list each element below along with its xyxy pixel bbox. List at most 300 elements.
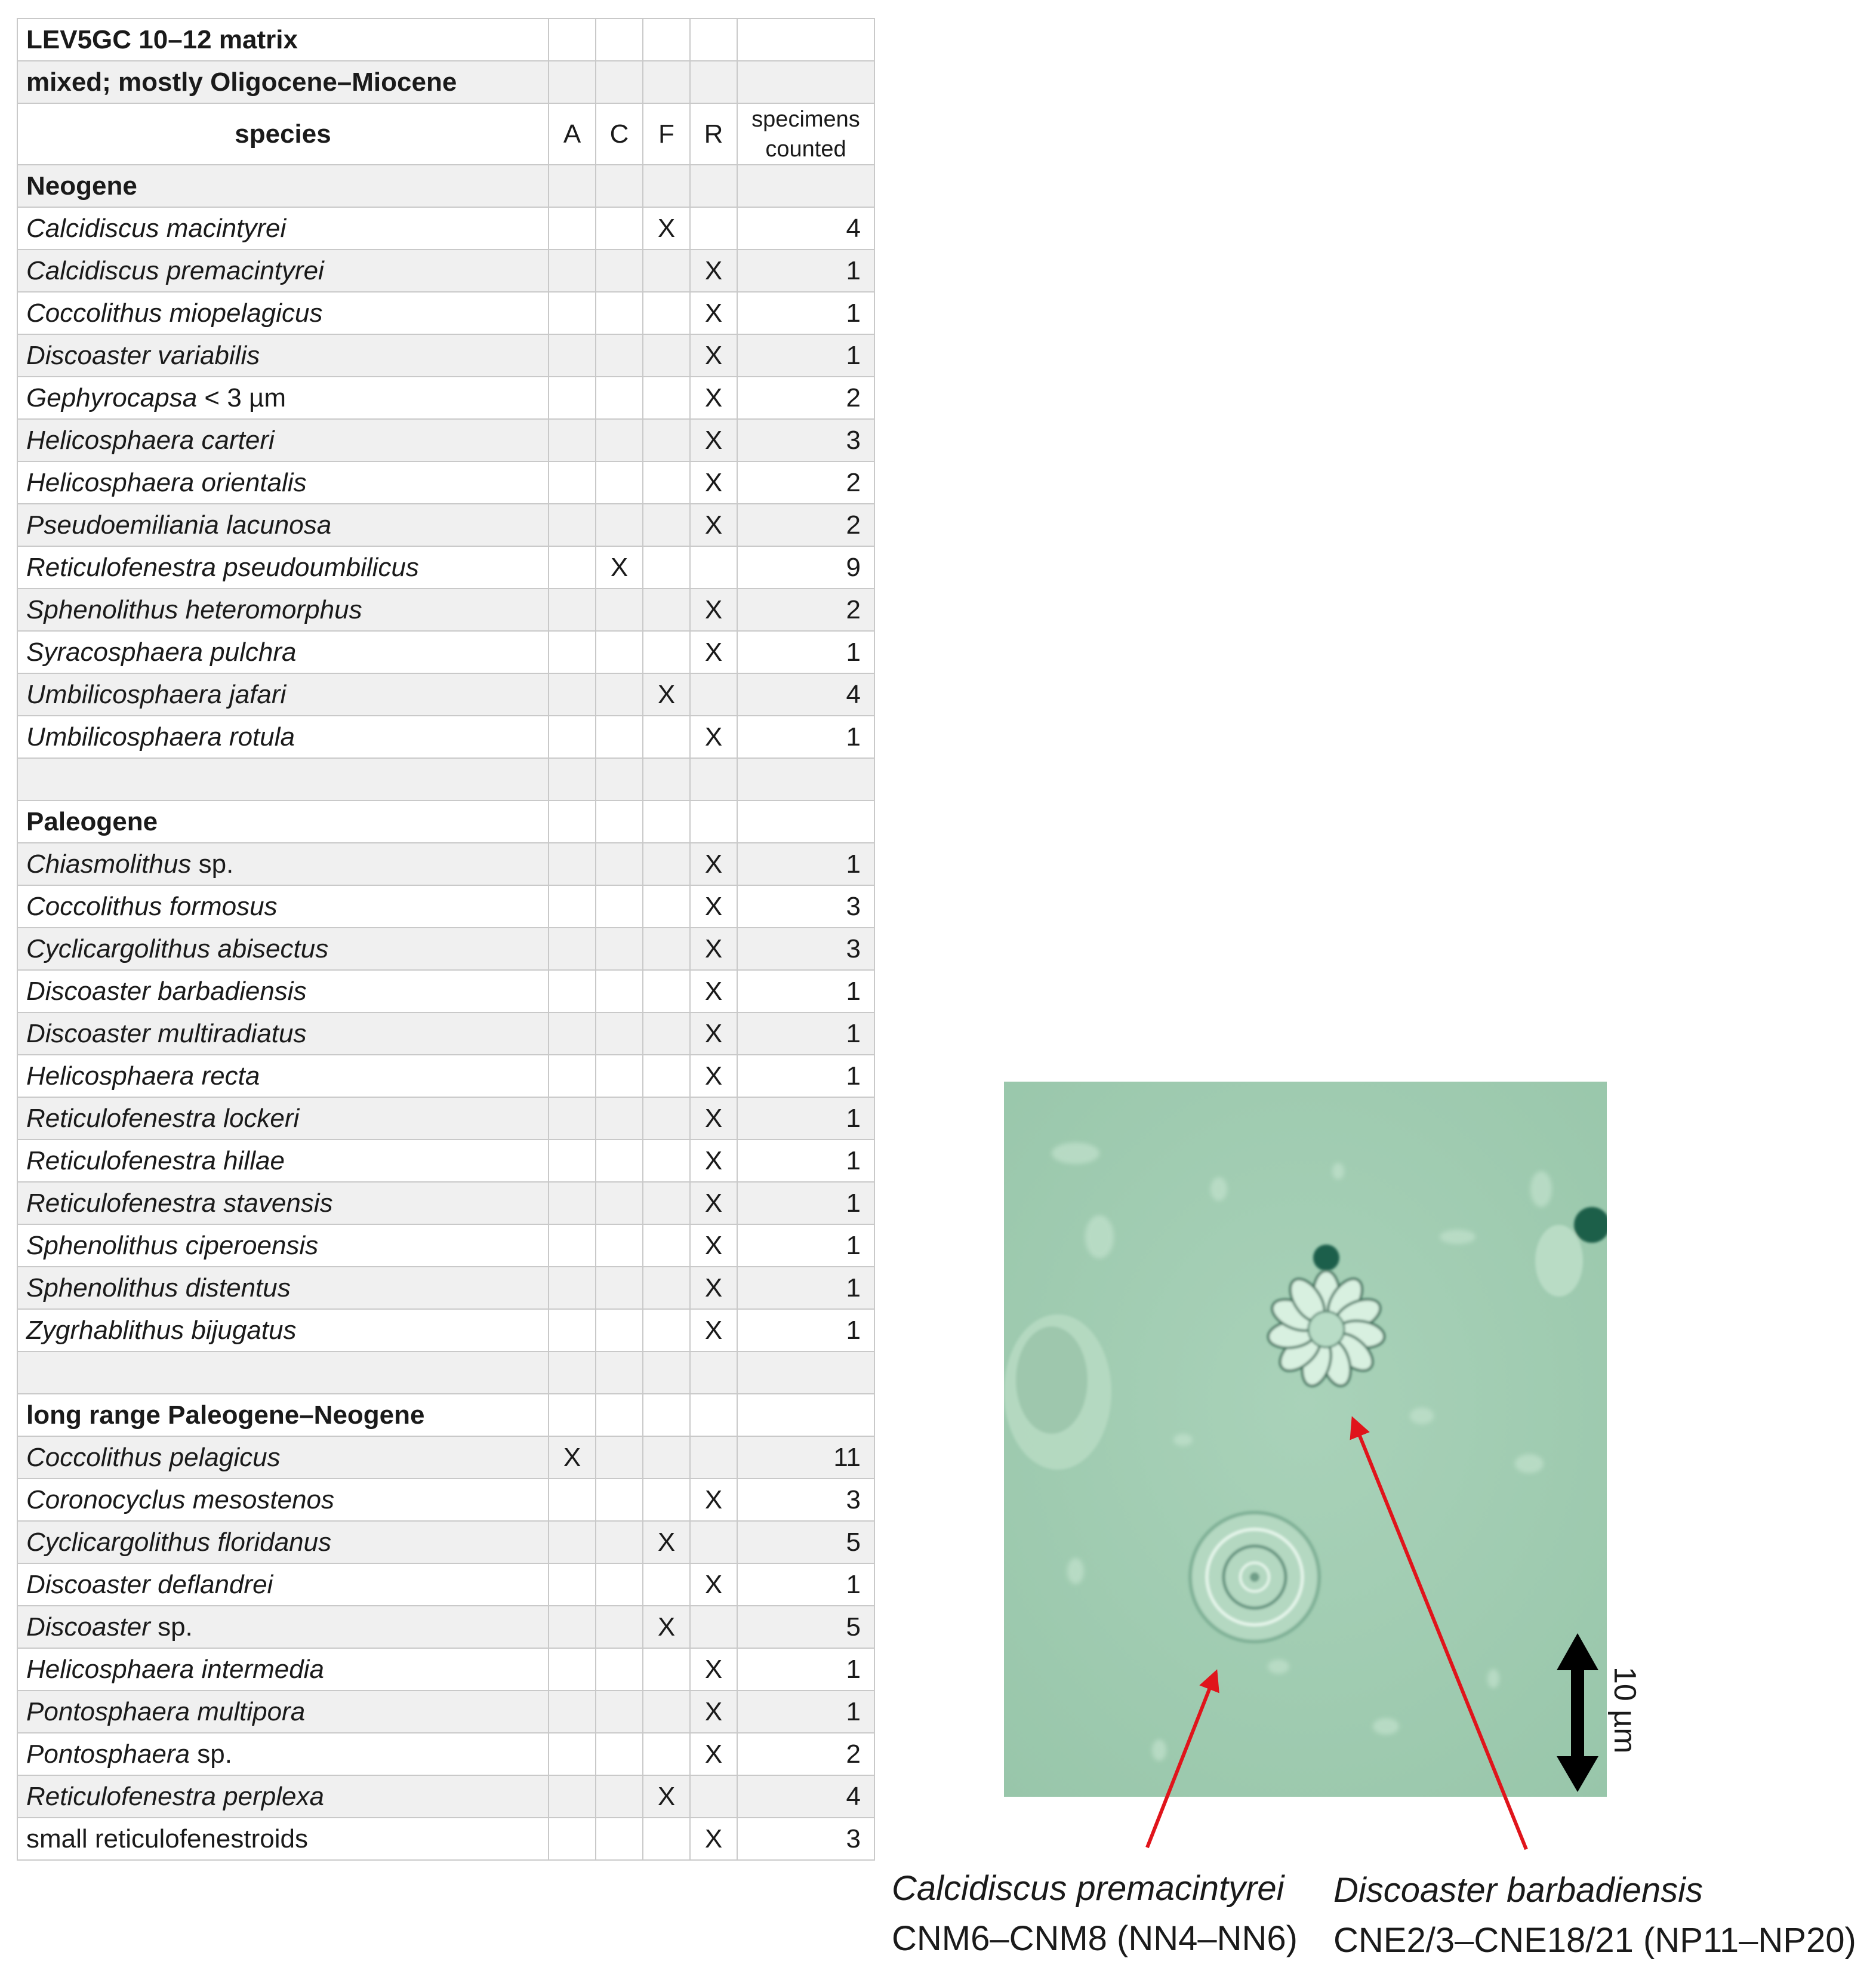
flag-common bbox=[596, 885, 643, 928]
count-cell bbox=[737, 61, 874, 103]
flag-rare: X bbox=[690, 1691, 737, 1733]
specimen-count: 1 bbox=[737, 1563, 874, 1606]
flag-rare: X bbox=[690, 1479, 737, 1521]
species-cell bbox=[17, 1182, 549, 1224]
flag-rare: X bbox=[690, 461, 737, 504]
flag-rare bbox=[690, 673, 737, 716]
species-genus: Discoaster barbadiensis bbox=[26, 976, 307, 1006]
species-genus: Discoaster bbox=[26, 1612, 150, 1642]
flag-few: X bbox=[643, 1606, 690, 1648]
flag-abundant bbox=[549, 1691, 596, 1733]
table-row bbox=[17, 843, 874, 885]
specimen-count: 4 bbox=[737, 673, 874, 716]
section-header-row bbox=[17, 1394, 874, 1436]
specimen-count: 1 bbox=[737, 1691, 874, 1733]
flag-rare: X bbox=[690, 716, 737, 758]
flag-abundant bbox=[549, 631, 596, 673]
species-genus: Calcidiscus macintyrei bbox=[26, 213, 287, 243]
species-genus: Chiasmolithus bbox=[26, 849, 192, 879]
flag-few: X bbox=[643, 673, 690, 716]
flag-abundant bbox=[549, 377, 596, 419]
flag-cell bbox=[643, 1394, 690, 1436]
flag-abundant bbox=[549, 1775, 596, 1818]
table-row bbox=[17, 1436, 874, 1479]
specimen-count: 3 bbox=[737, 1479, 874, 1521]
flag-rare: X bbox=[690, 1097, 737, 1140]
flag-common bbox=[596, 1055, 643, 1097]
flag-cell bbox=[643, 800, 690, 843]
flag-few bbox=[643, 419, 690, 461]
flag-cell bbox=[549, 165, 596, 207]
flag-few bbox=[643, 1733, 690, 1775]
caption-calcidiscus bbox=[892, 1864, 1298, 1964]
flag-cell bbox=[549, 61, 596, 103]
count-cell bbox=[737, 758, 874, 800]
flag-few bbox=[643, 1563, 690, 1606]
table-row bbox=[17, 504, 874, 546]
table-row bbox=[17, 1309, 874, 1351]
flag-common bbox=[596, 843, 643, 885]
flag-abundant bbox=[549, 1818, 596, 1860]
flag-cell bbox=[596, 61, 643, 103]
flag-abundant bbox=[549, 1563, 596, 1606]
flag-few bbox=[643, 1267, 690, 1309]
flag-few bbox=[643, 334, 690, 377]
flag-common bbox=[596, 207, 643, 250]
species-genus: Sphenolithus ciperoensis bbox=[26, 1230, 319, 1260]
flag-abundant bbox=[549, 1140, 596, 1182]
count-cell bbox=[737, 1351, 874, 1394]
flag-common bbox=[596, 1140, 643, 1182]
debris-fragment-left bbox=[1004, 1314, 1111, 1470]
species-genus: Zygrhablithus bijugatus bbox=[26, 1315, 297, 1345]
species-genus: Calcidiscus premacintyrei bbox=[26, 255, 324, 285]
species-genus: Gephyrocapsa bbox=[26, 383, 198, 412]
flag-common bbox=[596, 1309, 643, 1351]
flag-common bbox=[596, 1012, 643, 1055]
flag-cell bbox=[643, 61, 690, 103]
flag-common bbox=[596, 1097, 643, 1140]
flag-abundant bbox=[549, 716, 596, 758]
flag-rare: X bbox=[690, 334, 737, 377]
species-qualifier: small reticulofenestroids bbox=[26, 1824, 308, 1853]
caption-discoaster bbox=[1333, 1865, 1856, 1966]
section-header-row bbox=[17, 165, 874, 207]
species-cell bbox=[17, 1436, 549, 1479]
flag-cell bbox=[596, 1351, 643, 1394]
table-row bbox=[17, 1606, 874, 1648]
flag-common bbox=[596, 504, 643, 546]
specimen-count: 2 bbox=[737, 1733, 874, 1775]
flag-few bbox=[643, 589, 690, 631]
flag-few bbox=[643, 1436, 690, 1479]
flag-few bbox=[643, 377, 690, 419]
flag-rare: X bbox=[690, 292, 737, 334]
flag-cell bbox=[690, 1351, 737, 1394]
species-cell bbox=[17, 1648, 549, 1691]
flag-rare: X bbox=[690, 1012, 737, 1055]
flag-common bbox=[596, 250, 643, 292]
flag-common bbox=[596, 1606, 643, 1648]
species-genus: Reticulofenestra pseudoumbilicus bbox=[26, 552, 419, 582]
species-genus: Cyclicargolithus abisectus bbox=[26, 934, 329, 963]
flag-abundant bbox=[549, 1012, 596, 1055]
specimen-count: 1 bbox=[737, 1182, 874, 1224]
specimen-count: 11 bbox=[737, 1436, 874, 1479]
table-row bbox=[17, 250, 874, 292]
flag-few bbox=[643, 250, 690, 292]
flag-common bbox=[596, 1691, 643, 1733]
flag-rare: X bbox=[690, 377, 737, 419]
specimen-count: 1 bbox=[737, 1097, 874, 1140]
flag-cell bbox=[690, 1394, 737, 1436]
abundance-matrix bbox=[17, 18, 875, 1861]
flag-few bbox=[643, 1140, 690, 1182]
flag-abundant bbox=[549, 589, 596, 631]
species-genus: Reticulofenestra hillae bbox=[26, 1146, 285, 1175]
flag-common bbox=[596, 928, 643, 970]
species-genus: Coccolithus miopelagicus bbox=[26, 298, 323, 328]
species-cell bbox=[17, 461, 549, 504]
spacer-cell bbox=[17, 1351, 549, 1394]
calcidiscus-specimen bbox=[1190, 1513, 1319, 1642]
table-row bbox=[17, 1479, 874, 1521]
flag-abundant bbox=[549, 970, 596, 1012]
table-row bbox=[17, 292, 874, 334]
specimen-count: 2 bbox=[737, 589, 874, 631]
flag-few bbox=[643, 1309, 690, 1351]
species-cell bbox=[17, 589, 549, 631]
table-row bbox=[17, 589, 874, 631]
species-cell bbox=[17, 250, 549, 292]
flag-rare: X bbox=[690, 1140, 737, 1182]
flag-few bbox=[643, 1818, 690, 1860]
caption-zone: CNE2/3–CNE18/21 (NP11–NP20) bbox=[1333, 1921, 1856, 1960]
flag-cell bbox=[549, 1394, 596, 1436]
flag-abundant bbox=[549, 885, 596, 928]
flag-few bbox=[643, 1055, 690, 1097]
flag-cell bbox=[596, 800, 643, 843]
table-row bbox=[17, 885, 874, 928]
species-cell bbox=[17, 928, 549, 970]
flag-common bbox=[596, 1818, 643, 1860]
table-row bbox=[17, 1055, 874, 1097]
species-genus: Reticulofenestra lockeri bbox=[26, 1103, 300, 1133]
flag-cell bbox=[643, 165, 690, 207]
flag-cell bbox=[643, 19, 690, 61]
table-title: LEV5GC 10–12 matrix bbox=[17, 19, 549, 61]
specimen-count: 1 bbox=[737, 631, 874, 673]
specimen-count: 1 bbox=[737, 292, 874, 334]
specimen-count: 2 bbox=[737, 377, 874, 419]
header-common: C bbox=[596, 103, 643, 165]
flag-common bbox=[596, 673, 643, 716]
table-row bbox=[17, 1775, 874, 1818]
specimen-count: 1 bbox=[737, 970, 874, 1012]
flag-few bbox=[643, 970, 690, 1012]
flag-rare: X bbox=[690, 928, 737, 970]
flag-abundant: X bbox=[549, 1436, 596, 1479]
flag-abundant bbox=[549, 1182, 596, 1224]
flag-cell bbox=[549, 19, 596, 61]
species-genus: Pontosphaera bbox=[26, 1739, 190, 1769]
species-genus: Syracosphaera pulchra bbox=[26, 637, 297, 667]
flag-common bbox=[596, 1182, 643, 1224]
table-row bbox=[17, 1012, 874, 1055]
flag-rare: X bbox=[690, 1055, 737, 1097]
species-cell bbox=[17, 1267, 549, 1309]
flag-rare: X bbox=[690, 1309, 737, 1351]
flag-rare bbox=[690, 546, 737, 589]
specimen-count: 1 bbox=[737, 1648, 874, 1691]
flag-rare: X bbox=[690, 1733, 737, 1775]
species-cell bbox=[17, 504, 549, 546]
flag-few bbox=[643, 1182, 690, 1224]
species-genus: Reticulofenestra perplexa bbox=[26, 1781, 324, 1811]
header-row bbox=[17, 103, 874, 165]
species-genus: Cyclicargolithus floridanus bbox=[26, 1527, 332, 1557]
table-row bbox=[17, 207, 874, 250]
flag-abundant bbox=[549, 250, 596, 292]
count-cell bbox=[737, 19, 874, 61]
specimen-count: 1 bbox=[737, 716, 874, 758]
species-cell bbox=[17, 631, 549, 673]
flag-abundant bbox=[549, 1606, 596, 1648]
flag-abundant bbox=[549, 334, 596, 377]
flag-rare: X bbox=[690, 1648, 737, 1691]
species-cell bbox=[17, 1309, 549, 1351]
flag-common bbox=[596, 1479, 643, 1521]
flag-common bbox=[596, 1563, 643, 1606]
species-cell bbox=[17, 1224, 549, 1267]
specimen-count: 4 bbox=[737, 207, 874, 250]
flag-rare bbox=[690, 1436, 737, 1479]
flag-common: X bbox=[596, 546, 643, 589]
flag-rare: X bbox=[690, 631, 737, 673]
flag-rare: X bbox=[690, 589, 737, 631]
flag-few bbox=[643, 928, 690, 970]
spacer-cell bbox=[17, 758, 549, 800]
table-row bbox=[17, 1648, 874, 1691]
flag-abundant bbox=[549, 1097, 596, 1140]
species-cell bbox=[17, 1775, 549, 1818]
species-cell bbox=[17, 1479, 549, 1521]
flag-rare: X bbox=[690, 970, 737, 1012]
table-row bbox=[17, 673, 874, 716]
species-qualifier: sp. bbox=[190, 1739, 232, 1769]
table-row bbox=[17, 1267, 874, 1309]
species-cell bbox=[17, 1055, 549, 1097]
flag-abundant bbox=[549, 1309, 596, 1351]
flag-common bbox=[596, 1648, 643, 1691]
species-genus: Discoaster multiradiatus bbox=[26, 1018, 307, 1048]
flag-cell bbox=[549, 758, 596, 800]
flag-abundant bbox=[549, 673, 596, 716]
table-row bbox=[17, 1521, 874, 1563]
micrograph-svg bbox=[1004, 1082, 1607, 1797]
species-genus: Helicosphaera recta bbox=[26, 1061, 260, 1091]
table-row bbox=[17, 928, 874, 970]
scale-bar-text: 10 µm bbox=[1607, 1667, 1642, 1754]
species-cell bbox=[17, 1733, 549, 1775]
species-genus: Coronocyclus mesostenos bbox=[26, 1485, 335, 1514]
species-genus: Umbilicosphaera rotula bbox=[26, 722, 295, 752]
species-genus: Helicosphaera carteri bbox=[26, 425, 275, 455]
species-genus: Pseudoemiliania lacunosa bbox=[26, 510, 332, 540]
specimen-count: 1 bbox=[737, 250, 874, 292]
flag-rare: X bbox=[690, 843, 737, 885]
species-qualifier: sp. bbox=[150, 1612, 193, 1642]
table-row bbox=[17, 1182, 874, 1224]
table-row bbox=[17, 1097, 874, 1140]
species-qualifier: sp. bbox=[191, 849, 234, 879]
species-cell bbox=[17, 1140, 549, 1182]
flag-cell bbox=[690, 758, 737, 800]
species-cell bbox=[17, 292, 549, 334]
species-genus: Discoaster deflandrei bbox=[26, 1569, 273, 1599]
flag-abundant bbox=[549, 1648, 596, 1691]
table-row bbox=[17, 1733, 874, 1775]
table-row bbox=[17, 1140, 874, 1182]
species-table bbox=[17, 18, 875, 1861]
flag-rare: X bbox=[690, 1182, 737, 1224]
caption-species: Discoaster barbadiensis bbox=[1333, 1871, 1703, 1910]
species-genus: Coccolithus formosus bbox=[26, 891, 278, 921]
flag-cell bbox=[643, 1351, 690, 1394]
table-row bbox=[17, 970, 874, 1012]
flag-few bbox=[643, 1691, 690, 1733]
flag-common bbox=[596, 1775, 643, 1818]
table-row bbox=[17, 1691, 874, 1733]
flag-rare: X bbox=[690, 1563, 737, 1606]
species-genus: Umbilicosphaera jafari bbox=[26, 679, 287, 709]
flag-cell bbox=[596, 165, 643, 207]
species-genus: Helicosphaera orientalis bbox=[26, 467, 307, 497]
flag-abundant bbox=[549, 461, 596, 504]
spacer-row bbox=[17, 758, 874, 800]
section-header-row bbox=[17, 800, 874, 843]
species-genus: Sphenolithus heteromorphus bbox=[26, 595, 362, 624]
specimen-count: 1 bbox=[737, 1012, 874, 1055]
flag-abundant bbox=[549, 1055, 596, 1097]
flag-few bbox=[643, 631, 690, 673]
table-row bbox=[17, 1818, 874, 1860]
flag-rare: X bbox=[690, 885, 737, 928]
header-specimens-counted: specimens counted bbox=[737, 103, 874, 165]
specimen-count: 1 bbox=[737, 1055, 874, 1097]
flag-abundant bbox=[549, 928, 596, 970]
table-row bbox=[17, 334, 874, 377]
title-row bbox=[17, 19, 874, 61]
specimen-count: 3 bbox=[737, 419, 874, 461]
header-species: species bbox=[17, 103, 549, 165]
specimen-count: 1 bbox=[737, 1140, 874, 1182]
flag-common bbox=[596, 970, 643, 1012]
flag-few bbox=[643, 292, 690, 334]
flag-common bbox=[596, 377, 643, 419]
flag-common bbox=[596, 716, 643, 758]
species-genus: Helicosphaera intermedia bbox=[26, 1654, 324, 1684]
flag-abundant bbox=[549, 546, 596, 589]
species-cell bbox=[17, 546, 549, 589]
flag-abundant bbox=[549, 1224, 596, 1267]
species-genus: Pontosphaera multipora bbox=[26, 1696, 306, 1726]
flag-cell bbox=[643, 758, 690, 800]
flag-rare bbox=[690, 1606, 737, 1648]
flag-cell bbox=[690, 61, 737, 103]
species-genus: Sphenolithus distentus bbox=[26, 1273, 291, 1303]
flag-abundant bbox=[549, 419, 596, 461]
caption-species: Calcidiscus premacintyrei bbox=[892, 1869, 1284, 1908]
flag-few: X bbox=[643, 207, 690, 250]
flag-rare bbox=[690, 207, 737, 250]
table-row bbox=[17, 419, 874, 461]
flag-few bbox=[643, 1479, 690, 1521]
specimen-count: 9 bbox=[737, 546, 874, 589]
flag-common bbox=[596, 1521, 643, 1563]
flag-rare: X bbox=[690, 250, 737, 292]
flag-rare: X bbox=[690, 504, 737, 546]
species-cell bbox=[17, 1097, 549, 1140]
species-cell bbox=[17, 377, 549, 419]
flag-abundant bbox=[549, 292, 596, 334]
flag-rare bbox=[690, 1521, 737, 1563]
flag-rare bbox=[690, 1775, 737, 1818]
specimen-count: 4 bbox=[737, 1775, 874, 1818]
flag-abundant bbox=[549, 1521, 596, 1563]
flag-common bbox=[596, 419, 643, 461]
specimen-count: 5 bbox=[737, 1606, 874, 1648]
table-row bbox=[17, 546, 874, 589]
species-cell bbox=[17, 334, 549, 377]
species-genus: Coccolithus pelagicus bbox=[26, 1442, 281, 1472]
flag-abundant bbox=[549, 843, 596, 885]
flag-few bbox=[643, 1012, 690, 1055]
flag-common bbox=[596, 1436, 643, 1479]
section-name: Paleogene bbox=[17, 800, 549, 843]
flag-common bbox=[596, 1224, 643, 1267]
specimen-count: 1 bbox=[737, 334, 874, 377]
flag-abundant bbox=[549, 1733, 596, 1775]
species-qualifier: < 3 µm bbox=[197, 383, 287, 412]
flag-few: X bbox=[643, 1775, 690, 1818]
flag-abundant bbox=[549, 504, 596, 546]
flag-cell bbox=[549, 800, 596, 843]
flag-cell bbox=[596, 19, 643, 61]
specimen-count: 2 bbox=[737, 461, 874, 504]
flag-common bbox=[596, 461, 643, 504]
flag-cell bbox=[690, 165, 737, 207]
header-rare: R bbox=[690, 103, 737, 165]
table-subtitle: mixed; mostly Oligocene–Miocene bbox=[17, 61, 549, 103]
spacer-row bbox=[17, 1351, 874, 1394]
subtitle-row bbox=[17, 61, 874, 103]
species-cell bbox=[17, 673, 549, 716]
flag-rare: X bbox=[690, 419, 737, 461]
flag-abundant bbox=[549, 1479, 596, 1521]
species-cell bbox=[17, 843, 549, 885]
flag-cell bbox=[596, 758, 643, 800]
count-cell bbox=[737, 165, 874, 207]
species-cell bbox=[17, 1521, 549, 1563]
count-cell bbox=[737, 800, 874, 843]
table-row bbox=[17, 377, 874, 419]
flag-few bbox=[643, 461, 690, 504]
specimen-count: 2 bbox=[737, 504, 874, 546]
species-cell bbox=[17, 716, 549, 758]
flag-abundant bbox=[549, 1267, 596, 1309]
flag-common bbox=[596, 589, 643, 631]
